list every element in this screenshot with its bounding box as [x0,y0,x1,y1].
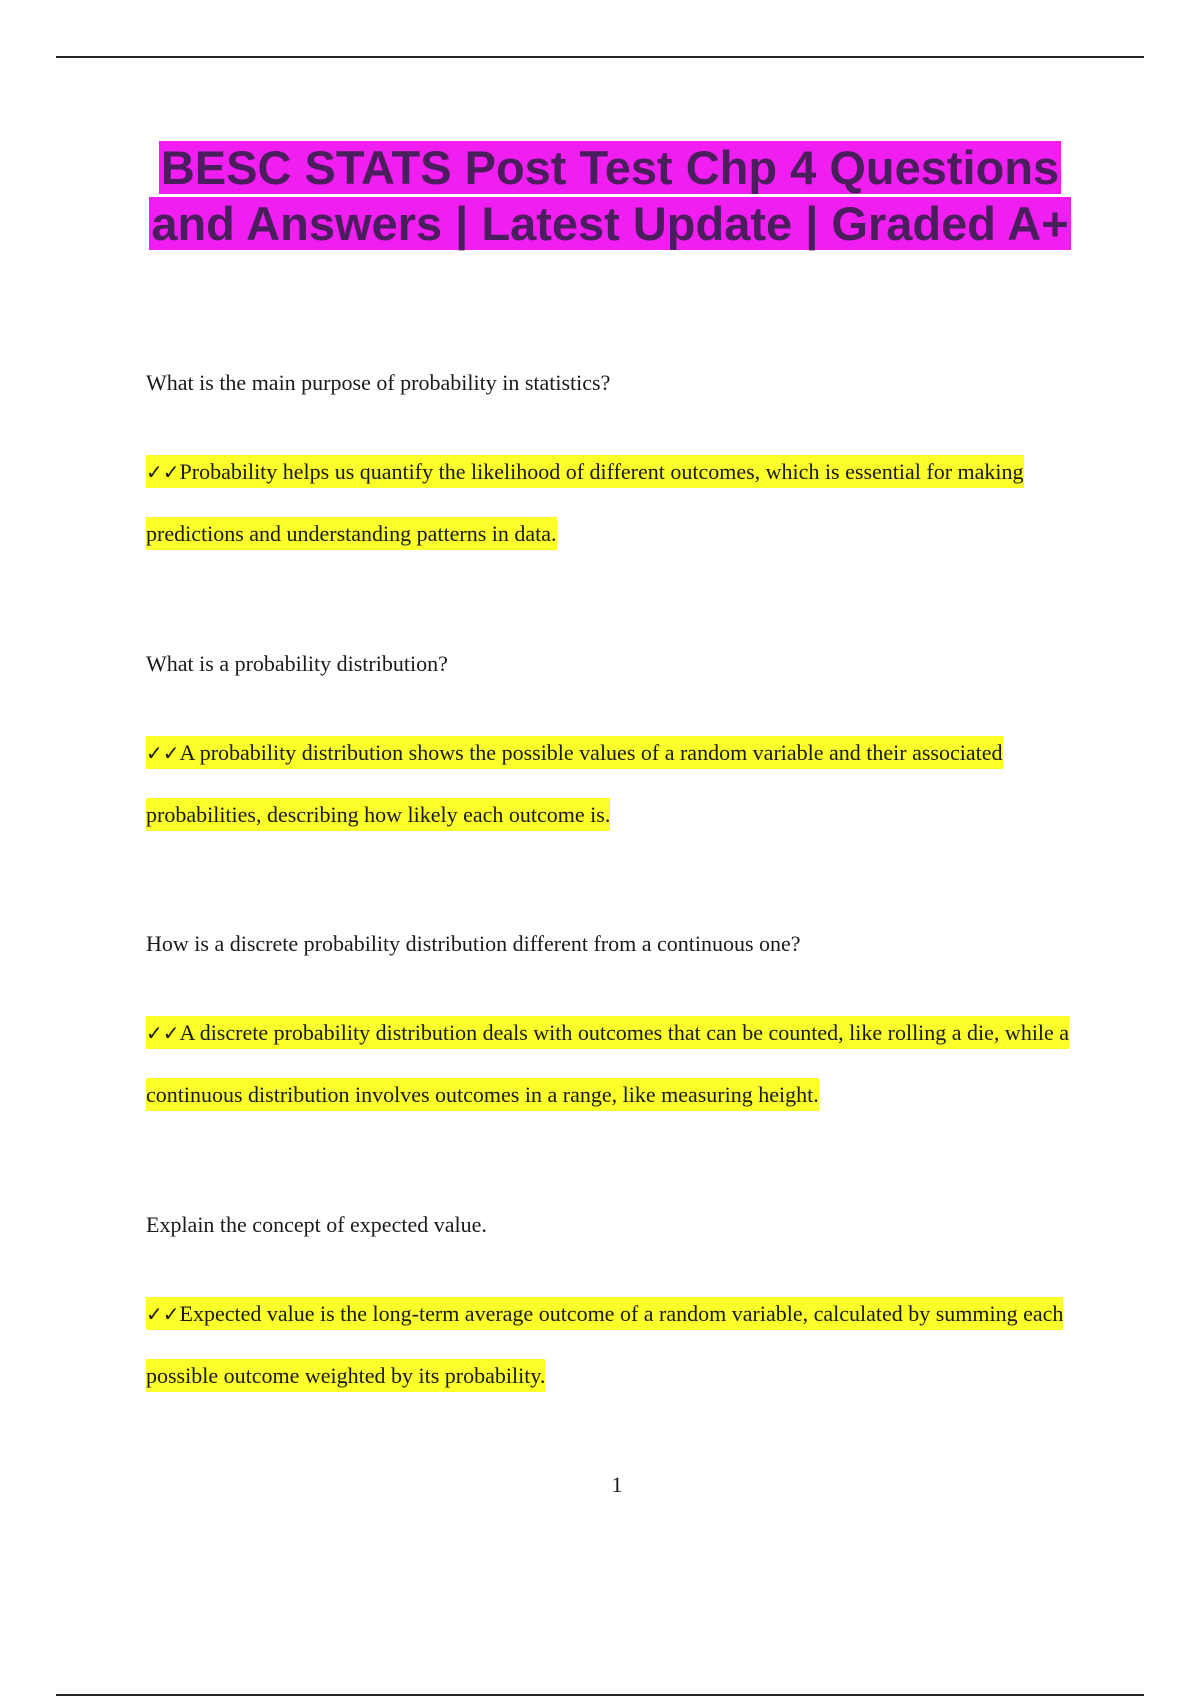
question-2: What is a probability distribution? [146,651,448,676]
check-icon: ✓✓ [146,460,180,484]
question-1: What is the main purpose of probability in statistics? [146,370,611,395]
page-number: 1 [611,1472,623,1497]
question-4: Explain the concept of expected value. [146,1212,487,1237]
document-title-text: BESC STATS Post Test Chp 4 Questions and Answers | Latest Update | Graded A+ [151,141,1069,250]
check-icon: ✓✓ [146,1302,180,1326]
answer-4 [146,1283,1096,1406]
answer-2 [146,722,1096,845]
top-rule [56,56,1144,58]
check-icon: ✓✓ [146,1021,180,1045]
answer-2-text: A probability distribution shows the possible values of a random variable and their associated probabilities, describing how likely each outcome is. [146,740,1003,827]
answer-4-text: Expected value is the long-term average outcome of a random variable, calculated by summing each possible outcome weighted by its probability. [146,1301,1064,1388]
bottom-rule [56,1694,1144,1696]
answer-1-text: Probability helps us quantify the likelihood of different outcomes, which is essential for making predictions and understanding patterns in data. [146,459,1024,546]
qa-item-4 [146,1211,1096,1406]
qa-item-1 [146,369,1096,564]
answer-3 [146,1002,1096,1125]
question-3: How is a discrete probability distribution different from a continuous one? [146,931,801,956]
qa-item-2 [146,650,1096,845]
qa-item-3 [146,930,1096,1125]
answer-3-text: A discrete probability distribution deals with outcomes that can be counted, like rolling a die, while a continuous distribution involves outcomes in a range, like measuring height. [146,1020,1070,1107]
document-title [140,140,1080,252]
check-icon: ✓✓ [146,741,180,765]
answer-1 [146,441,1096,564]
